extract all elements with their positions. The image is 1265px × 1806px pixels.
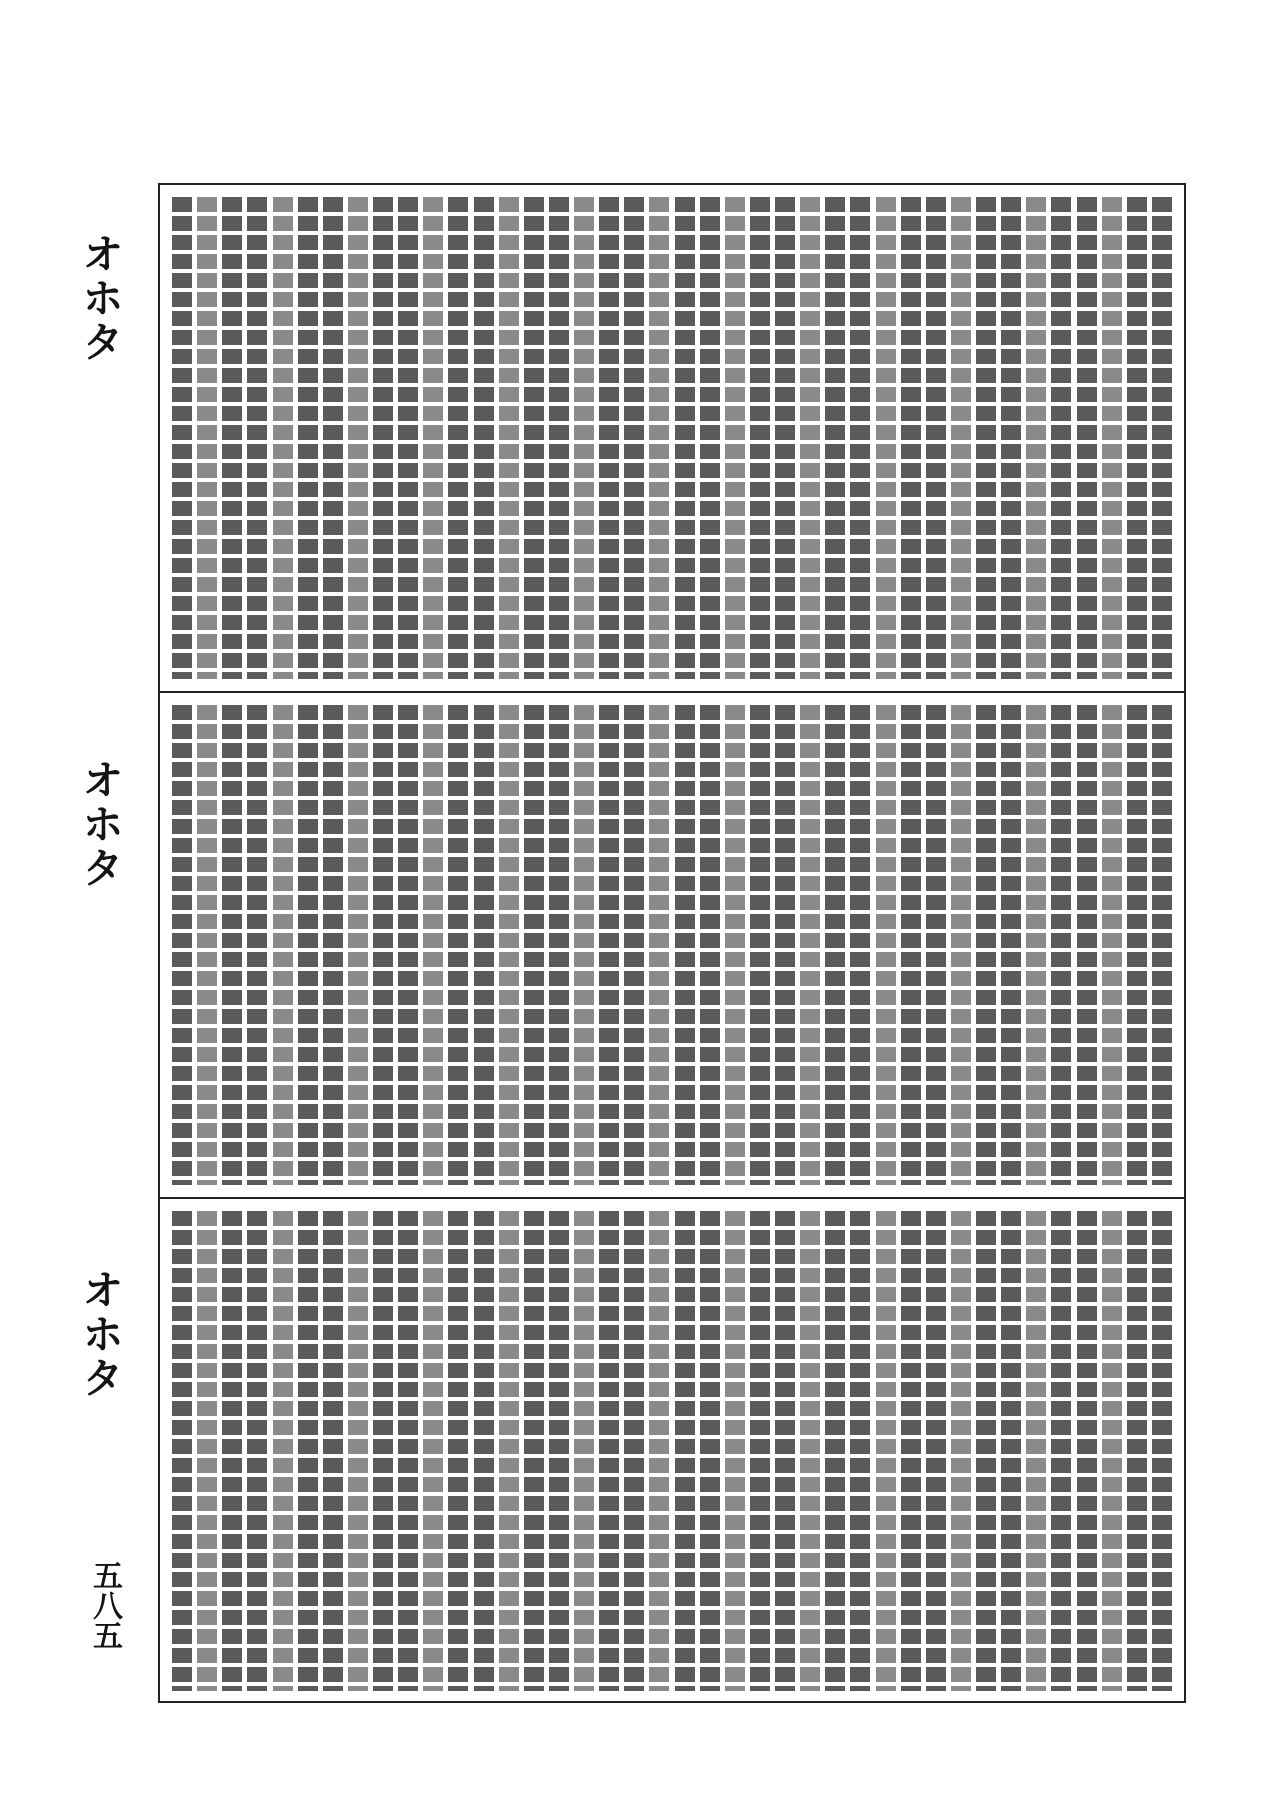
text-line	[1152, 1211, 1172, 1691]
text-line	[373, 1211, 393, 1691]
text-line	[1026, 1211, 1046, 1691]
text-line	[725, 1211, 745, 1691]
text-line	[247, 705, 267, 1185]
text-line	[775, 705, 795, 1185]
text-line	[775, 1211, 795, 1691]
text-line	[850, 705, 870, 1185]
text-line	[926, 705, 946, 1185]
text-line	[499, 705, 519, 1185]
text-line	[574, 197, 594, 679]
text-line	[1001, 197, 1021, 679]
text-line	[800, 705, 820, 1185]
text-line	[901, 197, 921, 679]
text-line	[197, 705, 217, 1185]
text-line	[825, 1211, 845, 1691]
text-line	[700, 197, 720, 679]
text-line	[1051, 197, 1071, 679]
text-line	[524, 705, 544, 1185]
text-line	[1127, 1211, 1147, 1691]
text-line	[549, 705, 569, 1185]
text-line	[423, 705, 443, 1185]
column-divider	[160, 691, 1184, 693]
text-line	[750, 705, 770, 1185]
text-line	[1051, 1211, 1071, 1691]
text-line	[624, 197, 644, 679]
text-line	[549, 1211, 569, 1691]
text-line	[775, 197, 795, 679]
text-line	[1152, 197, 1172, 679]
text-line	[499, 197, 519, 679]
text-line	[298, 197, 318, 679]
text-line	[373, 705, 393, 1185]
text-line	[247, 197, 267, 679]
column-divider	[160, 1197, 1184, 1199]
text-line	[1077, 1211, 1097, 1691]
text-line	[273, 197, 293, 679]
text-line	[750, 197, 770, 679]
text-line	[901, 705, 921, 1185]
text-line	[876, 705, 896, 1185]
text-line	[624, 1211, 644, 1691]
text-line	[247, 1211, 267, 1691]
text-line	[423, 197, 443, 679]
text-line	[373, 197, 393, 679]
text-line	[172, 1211, 192, 1691]
text-line	[298, 1211, 318, 1691]
text-line	[273, 705, 293, 1185]
text-line	[1127, 197, 1147, 679]
text-line	[725, 197, 745, 679]
text-line	[474, 1211, 494, 1691]
text-line	[926, 197, 946, 679]
text-line	[1102, 1211, 1122, 1691]
text-line	[222, 1211, 242, 1691]
running-head: オホタ	[76, 232, 125, 364]
text-line	[348, 1211, 368, 1691]
running-head: オホタ	[76, 758, 125, 890]
text-line	[398, 197, 418, 679]
text-line	[700, 705, 720, 1185]
text-line	[273, 1211, 293, 1691]
text-line	[800, 1211, 820, 1691]
text-line	[976, 197, 996, 679]
text-line	[448, 1211, 468, 1691]
text-line	[222, 197, 242, 679]
text-line	[951, 705, 971, 1185]
text-line	[1102, 197, 1122, 679]
text-line	[649, 705, 669, 1185]
text-line	[750, 1211, 770, 1691]
text-line	[474, 197, 494, 679]
text-line	[1077, 197, 1097, 679]
text-line	[1102, 705, 1122, 1185]
text-column-middle	[172, 705, 1172, 1185]
text-line	[1152, 705, 1172, 1185]
text-line	[876, 1211, 896, 1691]
text-line	[1127, 705, 1147, 1185]
text-line	[197, 1211, 217, 1691]
text-line	[298, 705, 318, 1185]
text-column-lower	[172, 1211, 1172, 1691]
text-line	[1026, 705, 1046, 1185]
text-line	[1026, 197, 1046, 679]
text-line	[524, 197, 544, 679]
text-line	[499, 1211, 519, 1691]
text-line	[222, 705, 242, 1185]
text-line	[474, 705, 494, 1185]
text-line	[599, 197, 619, 679]
text-line	[172, 197, 192, 679]
text-line	[1001, 705, 1021, 1185]
text-line	[448, 705, 468, 1185]
text-line	[624, 705, 644, 1185]
text-line	[1051, 705, 1071, 1185]
page-number: 五八五	[87, 1560, 122, 1650]
text-line	[649, 197, 669, 679]
text-line	[976, 1211, 996, 1691]
text-line	[348, 197, 368, 679]
text-block-frame	[158, 183, 1186, 1703]
text-line	[675, 1211, 695, 1691]
text-line	[876, 197, 896, 679]
text-line	[1001, 1211, 1021, 1691]
text-line	[825, 197, 845, 679]
text-line	[725, 705, 745, 1185]
text-line	[850, 197, 870, 679]
text-column-upper	[172, 197, 1172, 679]
text-line	[423, 1211, 443, 1691]
text-line	[599, 1211, 619, 1691]
text-line	[675, 197, 695, 679]
text-line	[574, 705, 594, 1185]
text-line	[448, 197, 468, 679]
text-line	[398, 1211, 418, 1691]
text-line	[348, 705, 368, 1185]
text-line	[700, 1211, 720, 1691]
text-line	[926, 1211, 946, 1691]
text-line	[951, 1211, 971, 1691]
text-line	[649, 1211, 669, 1691]
text-line	[800, 197, 820, 679]
text-line	[675, 705, 695, 1185]
text-line	[951, 197, 971, 679]
text-line	[599, 705, 619, 1185]
text-line	[976, 705, 996, 1185]
running-head: オホタ	[76, 1268, 125, 1400]
text-line	[323, 197, 343, 679]
text-line	[197, 197, 217, 679]
text-line	[172, 705, 192, 1185]
text-line	[323, 1211, 343, 1691]
text-line	[323, 705, 343, 1185]
text-line	[398, 705, 418, 1185]
text-line	[825, 705, 845, 1185]
text-line	[549, 197, 569, 679]
text-line	[901, 1211, 921, 1691]
text-line	[1077, 705, 1097, 1185]
text-line	[524, 1211, 544, 1691]
text-line	[850, 1211, 870, 1691]
text-line	[574, 1211, 594, 1691]
